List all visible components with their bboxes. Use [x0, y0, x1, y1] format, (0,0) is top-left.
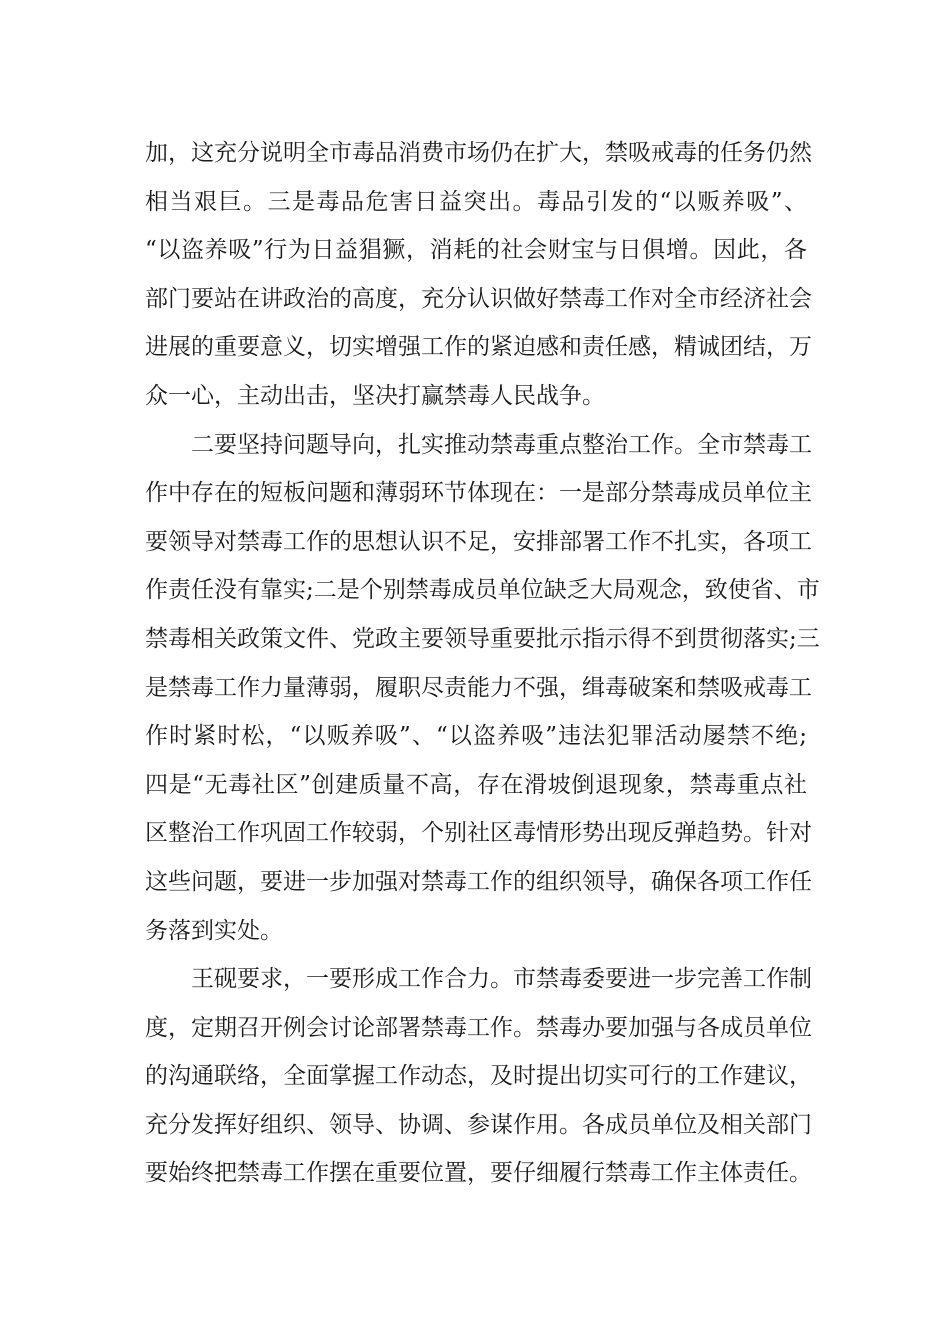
text-line: 进展的重要意义，切实增强工作的紧迫感和责任感，精诚团结，万 [145, 334, 812, 361]
text-line: 区整治工作巩固工作较弱，个别社区毒情形势出现反弹趋势。针对 [145, 820, 812, 847]
text-line: 禁毒相关政策文件、党政主要领导重要批示指示得不到贯彻落实;三 [145, 625, 820, 652]
text-line: 部门要站在讲政治的高度，充分认识做好禁毒工作对全市经济社会 [145, 285, 812, 312]
text-line: 二要坚持问题导向，扎实推动禁毒重点整治工作。全市禁毒工 [191, 431, 812, 458]
text-line: 作中存在的短板问题和薄弱环节体现在：一是部分禁毒成员单位主 [145, 480, 812, 507]
text-line: 作责任没有靠实;二是个别禁毒成员单位缺乏大局观念，致使省、市 [145, 577, 820, 604]
text-line: 这些问题，要进一步加强对禁毒工作的组织领导，确保各项工作任 [145, 868, 812, 895]
text-line: 是禁毒工作力量薄弱，履职尽责能力不强，缉毒破案和禁吸戒毒工 [145, 674, 812, 701]
text-line: 相当艰巨。三是毒品危害日益突出。毒品引发的“以贩养吸”、 [145, 188, 807, 215]
text-line: 四是“无毒社区”创建质量不高，存在滑坡倒退现象，禁毒重点社 [145, 771, 807, 798]
text-line: 作时紧时松，“以贩养吸”、“以盗养吸”违法犯罪活动屡禁不绝; [145, 723, 807, 750]
text-line: 王砚要求，一要形成工作合力。市禁毒委要进一步完善工作制 [191, 966, 812, 993]
text-line: 度，定期召开例会讨论部署禁毒工作。禁毒办要加强与各成员单位 [145, 1014, 812, 1041]
document-body [145, 129, 820, 1198]
text-line: “以盗养吸”行为日益猖獗，消耗的社会财宝与日俱增。因此，各 [145, 237, 807, 264]
paragraph [145, 421, 820, 956]
text-line: 众一心，主动出击，坚决打赢禁毒人民战争。 [145, 382, 605, 409]
text-line: 的沟通联络，全面掌握工作动态，及时提出切实可行的工作建议， [145, 1063, 812, 1090]
text-line: 要始终把禁毒工作摆在重要位置，要仔细履行禁毒工作主体责任。 [145, 1160, 812, 1187]
text-line: 充分发挥好组织、领导、协调、参谋作用。各成员单位及相关部门 [145, 1111, 812, 1138]
text-line: 务落到实处。 [145, 917, 283, 944]
text-line: 要领导对禁毒工作的思想认识不足，安排部署工作不扎实，各项工 [145, 528, 812, 555]
text-line: 加，这充分说明全市毒品消费市场仍在扩大，禁吸戒毒的任务仍然 [145, 140, 812, 166]
paragraph [145, 955, 812, 1198]
paragraph [145, 129, 812, 421]
